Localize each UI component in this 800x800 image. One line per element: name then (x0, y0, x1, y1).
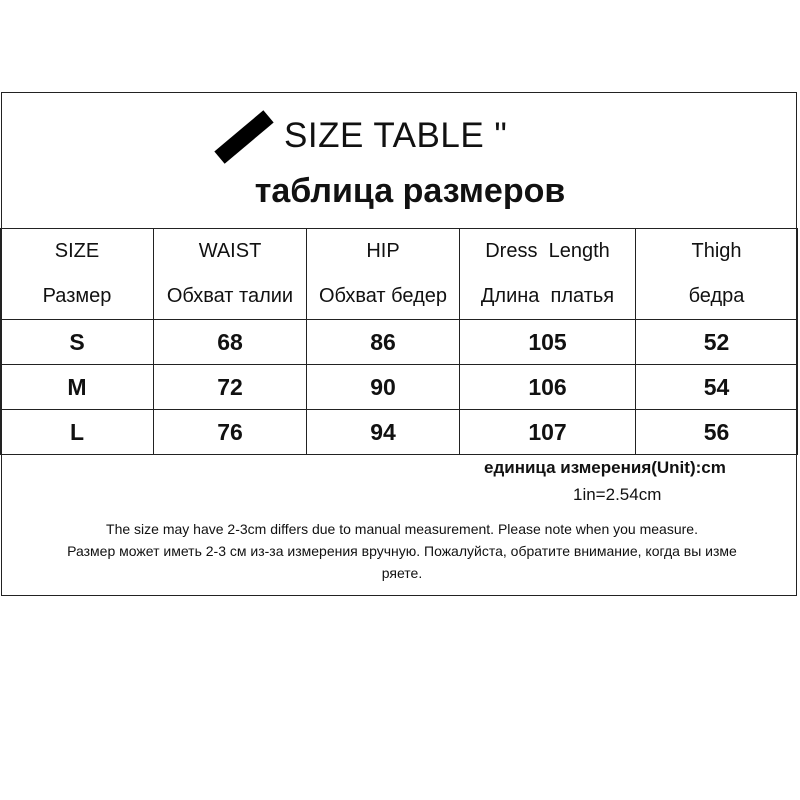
note-russian-line2: ряете. (381, 565, 423, 581)
header-dress-length-ru: Длина платья (480, 285, 615, 307)
header-thigh (636, 229, 798, 320)
cell-dress-length: 105 (460, 320, 636, 365)
cell-hip: 94 (307, 410, 460, 455)
cell-dress-length: 106 (460, 365, 636, 410)
header-waist-en: WAIST (198, 240, 262, 262)
measurement-note (6, 518, 798, 584)
header-hip-en: HIP (366, 240, 400, 262)
size-table (0, 228, 798, 455)
header-dress-length (460, 229, 636, 320)
table-row-s (1, 320, 798, 365)
cell-waist: 68 (154, 320, 307, 365)
header-size-en: SIZE (54, 240, 100, 262)
header-hip (307, 229, 460, 320)
cell-size: L (1, 410, 154, 455)
note-english: The size may have 2-3cm differs due to manual measurement. Please note when you measure. (106, 521, 698, 537)
table-row-m (1, 365, 798, 410)
cell-thigh: 52 (636, 320, 798, 365)
cell-hip: 86 (307, 320, 460, 365)
cell-hip: 90 (307, 365, 460, 410)
header-size-ru: Размер (42, 285, 112, 307)
note-russian-line1: Размер может иметь 2-3 см из-за измерения вручную. Пожалуйста, обратите внимание, когда вы изме (67, 543, 737, 559)
cell-waist: 76 (154, 410, 307, 455)
cell-size: M (1, 365, 154, 410)
cell-dress-length: 107 (460, 410, 636, 455)
header-waist-ru: Обхват талии (166, 285, 294, 307)
header-hip-ru: Обхват бедер (319, 285, 447, 307)
header-thigh-ru: бедра (688, 285, 745, 307)
cell-waist: 72 (154, 365, 307, 410)
header-size (1, 229, 154, 320)
header-row (1, 229, 798, 320)
header-waist (154, 229, 307, 320)
header-dress-length-en: Dress Length (485, 240, 610, 262)
unit-label: единица измерения(Unit):cm (484, 458, 726, 477)
unit-conversion: 1in=2.54cm (573, 485, 662, 504)
title-english: SIZE TABLE " (284, 116, 508, 155)
table-row-l (1, 410, 798, 455)
title-russian: таблица размеров (254, 172, 566, 210)
cell-thigh: 56 (636, 410, 798, 455)
cell-thigh: 54 (636, 365, 798, 410)
header-thigh-en: Thigh (691, 240, 742, 262)
cell-size: S (1, 320, 154, 365)
